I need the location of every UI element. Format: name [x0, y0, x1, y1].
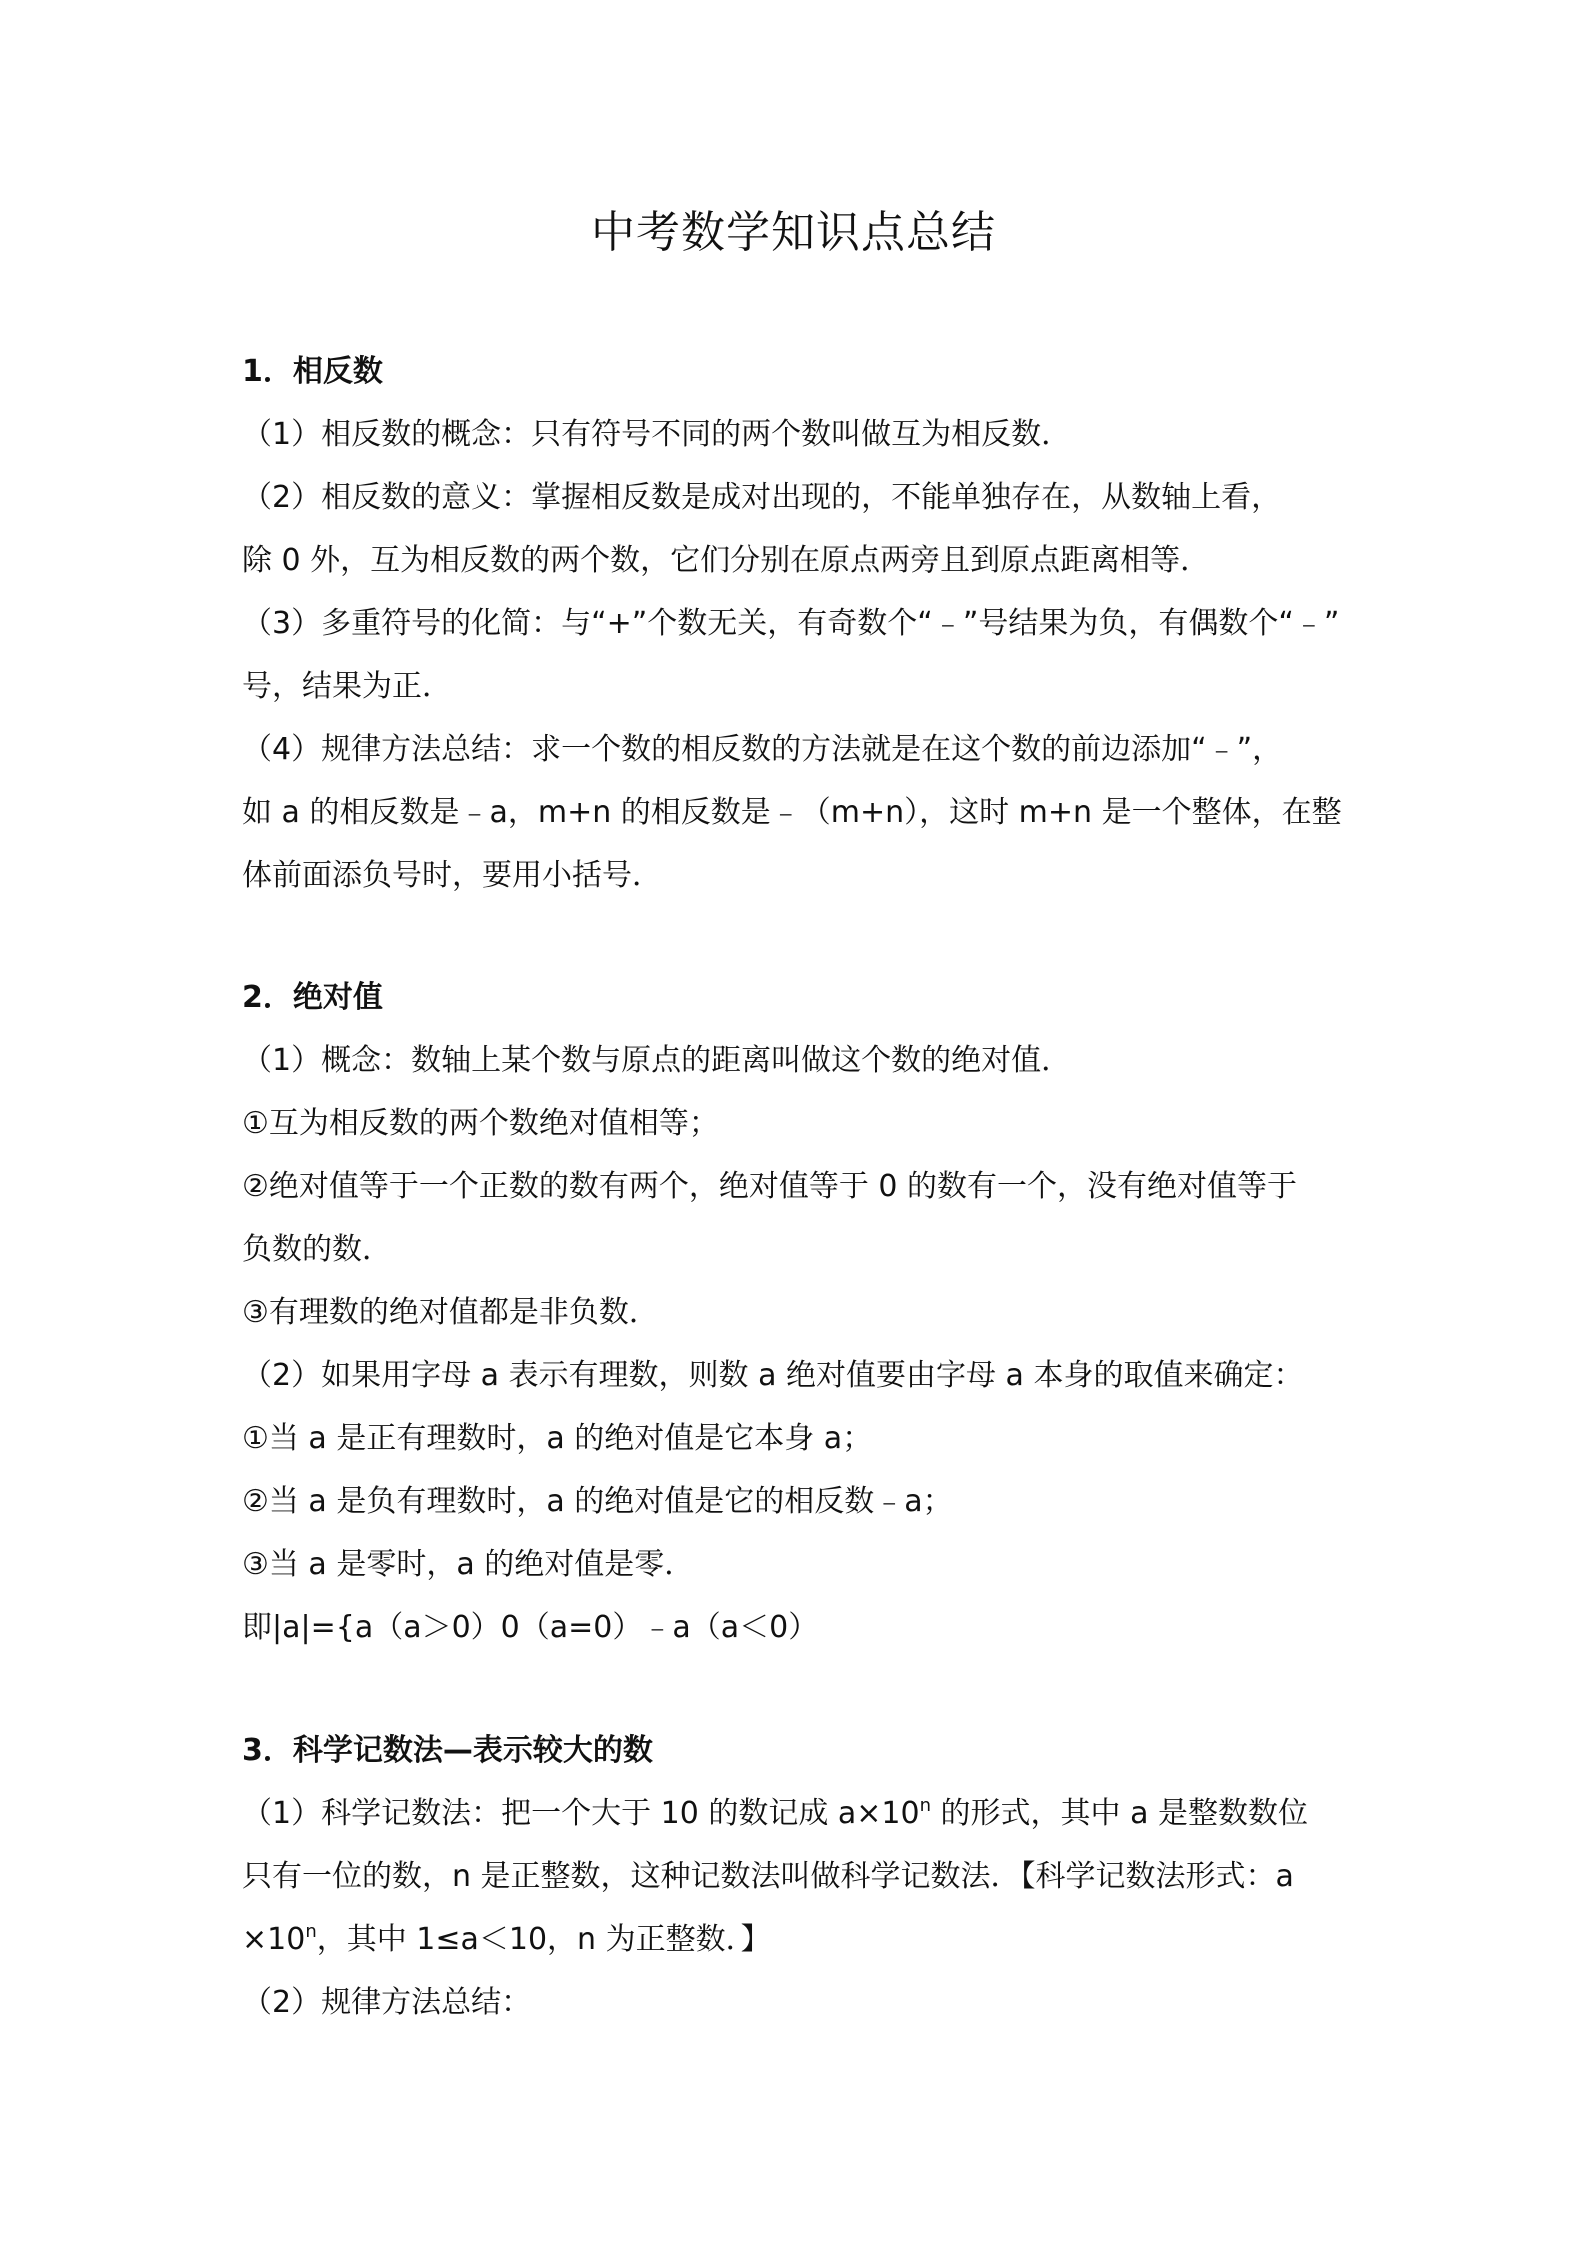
section-heading-3: 3．科学记数法—表示较大的数 [242, 1733, 653, 1768]
superscript: n [919, 1795, 931, 1816]
paragraph-line: ①当 a 是正有理数时，a 的绝对值是它本身 a； [242, 1421, 873, 1456]
paragraph-line: 除 0 外，互为相反数的两个数，它们分别在原点两旁且到原点距离相等． [242, 543, 1211, 578]
paragraph-line: （2）如果用字母 a 表示有理数，则数 a 绝对值要由字母 a 本身的取值来确定： [242, 1358, 1304, 1393]
paragraph-line: 如 a 的相反数是﹣a，m+n 的相反数是﹣（m+n），这时 m+n 是一个整体，在整 [242, 795, 1342, 830]
paragraph-line: ②绝对值等于一个正数的数有两个，绝对值等于 0 的数有一个，没有绝对值等于 [242, 1169, 1298, 1204]
section-heading-1: 1．相反数 [242, 354, 383, 389]
paragraph-line: （3）多重符号的化简：与“+”个数无关，有奇数个“﹣”号结果为负，有偶数个“﹣” [242, 606, 1340, 641]
paragraph-line: 号，结果为正． [242, 669, 452, 704]
paragraph-line: （2）规律方法总结： [242, 1985, 532, 2020]
paragraph-line: （1）相反数的概念：只有符号不同的两个数叫做互为相反数． [242, 417, 1072, 452]
text-run: ×10 [242, 1922, 306, 1957]
page-title: 中考数学知识点总结 [591, 207, 996, 258]
section-heading-2: 2．绝对值 [242, 980, 383, 1015]
text-run: 的形式，其中 a 是整数数位 [931, 1796, 1308, 1831]
paragraph-line: ③当 a 是零时，a 的绝对值是零． [242, 1547, 695, 1582]
paragraph-line: 体前面添负号时，要用小括号． [242, 858, 662, 893]
paragraph-line: ①互为相反数的两个数绝对值相等； [242, 1106, 719, 1141]
paragraph-line: 只有一位的数，n 是正整数，这种记数法叫做科学记数法．【科学记数法形式：a [242, 1859, 1294, 1894]
text-run: （1）科学记数法：把一个大于 10 的数记成 a×10 [242, 1796, 920, 1831]
paragraph-line: （2）相反数的意义：掌握相反数是成对出现的，不能单独存在，从数轴上看， [242, 480, 1282, 515]
paragraph-line: （1）概念：数轴上某个数与原点的距离叫做这个数的绝对值． [242, 1043, 1072, 1078]
formula-line: 即|a|={a（a＞0）0（a=0）﹣a（a＜0） [242, 1610, 819, 1645]
paragraph-line: （4）规律方法总结：求一个数的相反数的方法就是在这个数的前边添加“﹣”， [242, 732, 1283, 767]
superscript: n [305, 1921, 317, 1942]
paragraph-line [242, 1920, 1362, 1960]
text-run: ，其中 1≤a＜10，n 为正整数．】 [316, 1922, 771, 1957]
paragraph-line: ③有理数的绝对值都是非负数． [242, 1295, 659, 1330]
paragraph-line [242, 1794, 1362, 1834]
paragraph-line: ②当 a 是负有理数时，a 的绝对值是它的相反数﹣a； [242, 1484, 953, 1519]
paragraph-line: 负数的数． [242, 1232, 392, 1267]
